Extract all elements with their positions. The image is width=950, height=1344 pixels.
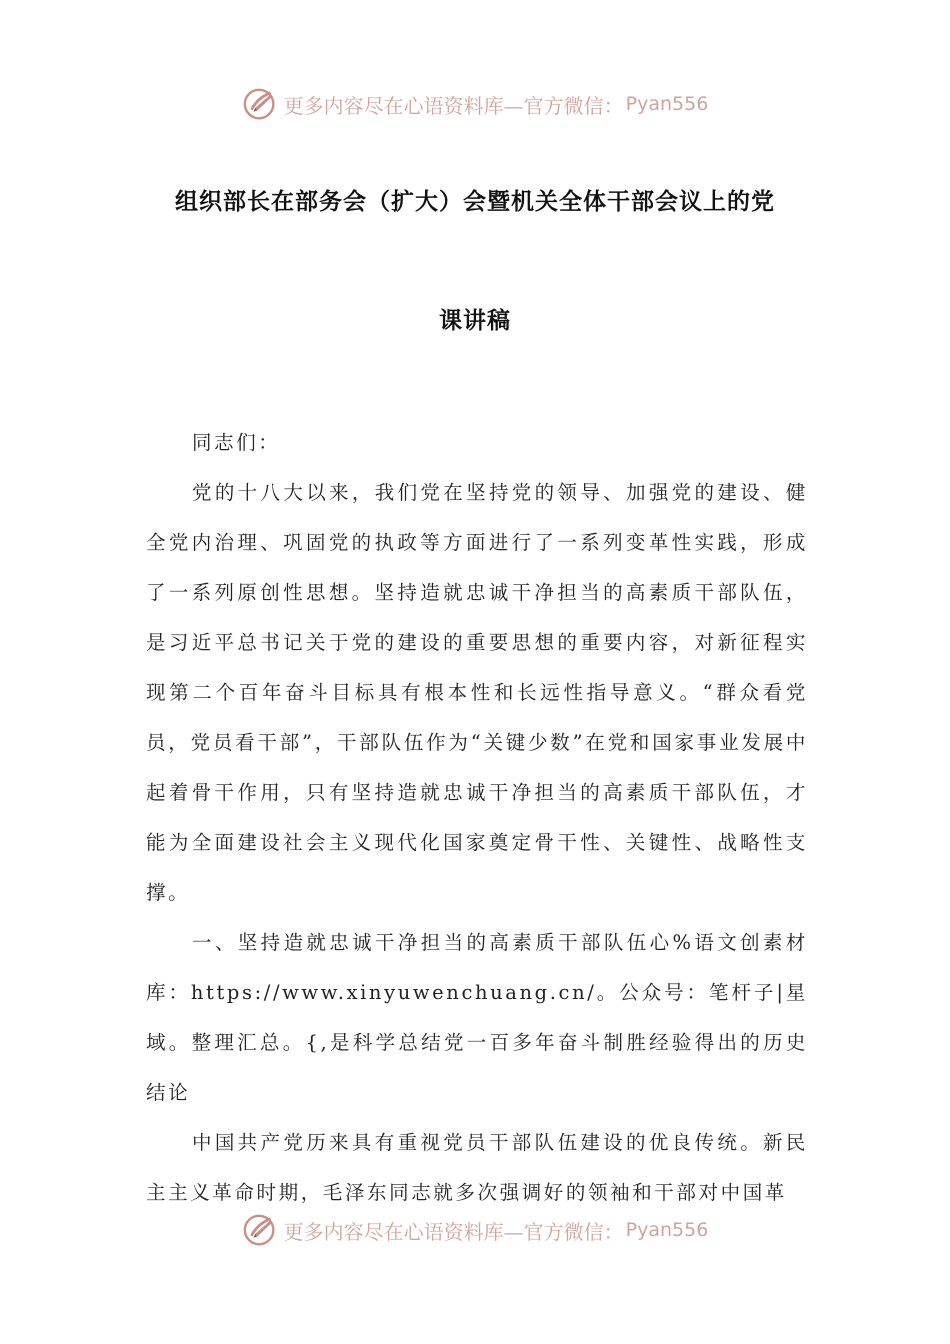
document-title-line-1: 组织部长在部务会（扩大）会暨机关全体干部会议上的党 <box>175 189 775 215</box>
watermark-text: 更多内容尽在心语资料库—官方微信： <box>283 1219 624 1244</box>
paragraph-3: 中国共产党历来具有重视党员干部队伍建设的优良传统。新民主主义革命时期，毛泽东同志就多次强调好的领袖和干部对中国革 <box>146 1131 808 1204</box>
paragraph-2: 一、坚持造就忠诚干净担当的高素质干部队伍心%语文创素材库：https://www.xinyuwenchuang.cn/。公众号：笔杆子|星域。整理汇总。{,是科学总结党一百多年奋斗制胜经验得出的历史结论 <box>146 931 808 1104</box>
document-title-line-2: 课讲稿 <box>439 308 511 334</box>
document-body <box>146 418 808 1218</box>
watermark-footer <box>0 1208 950 1252</box>
watermark-header <box>0 82 950 126</box>
pen-logo-icon <box>242 1211 280 1249</box>
watermark-wechat-id: Pyan556 <box>625 93 709 115</box>
watermark-text: 更多内容尽在心语资料库—官方微信： <box>283 93 624 118</box>
pen-logo-icon <box>242 85 280 123</box>
watermark-wechat-id: Pyan556 <box>625 1219 709 1241</box>
paragraph-1: 党的十八大以来，我们党在坚持党的领导、加强党的建设、健全党内治理、巩固党的执政等方面进行了一系列变革性实践，形成了一系列原创性思想。坚持造就忠诚干净担当的高素质干部队伍，是习近平总书记关于党的建设的重要思想的重要内容，对新征程实现第二个百年奋斗目标具有根本性和长远性指导意义。“群众看党员，党员看干部”，干部队伍作为“关键少数”在党和国家事业发展中起着骨干作用，只有坚持造就忠诚干净担当的高素质干部队伍，才能为全面建设社会主义现代化国家奠定骨干性、关键性、战略性支撑。 <box>146 481 808 904</box>
greeting: 同志们： <box>192 431 281 454</box>
